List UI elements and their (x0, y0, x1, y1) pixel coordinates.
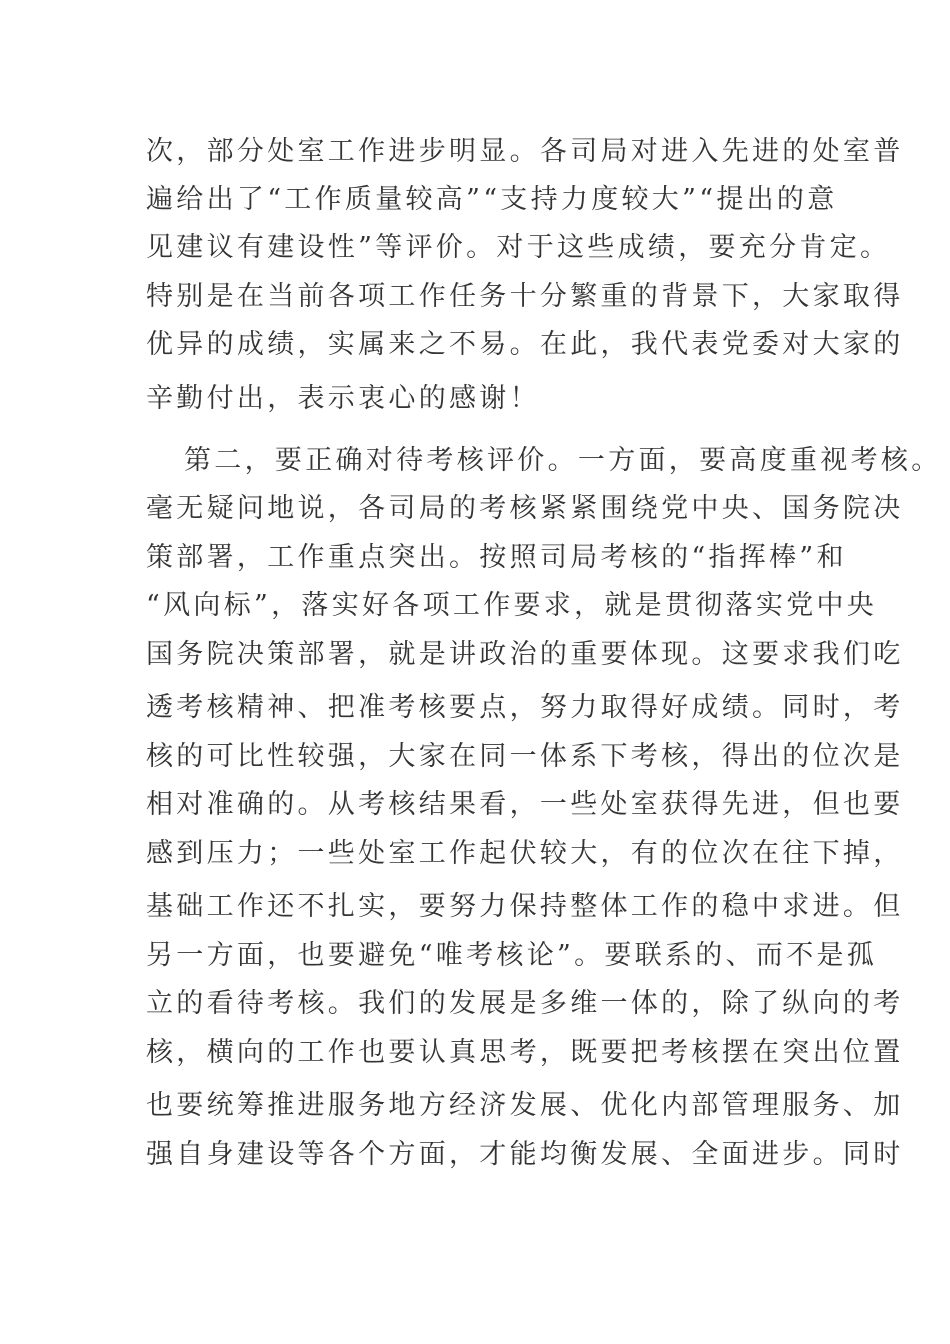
text-line: 核的可比性较强，大家在同一体系下考核，得出的位次是 (146, 741, 904, 772)
text-line: 策部署，工作重点突出。按照司局考核的“指挥棒”和 (146, 542, 847, 573)
text-line: 透考核精神、把准考核要点，努力取得好成绩。同时，考 (146, 692, 904, 723)
text-line: 优异的成绩，实属来之不易。在此，我代表党委对大家的 (146, 329, 904, 360)
text-line: 强自身建设等各个方面，才能均衡发展、全面进步。同时 (146, 1139, 904, 1170)
text-line: 立的看待考核。我们的发展是多维一体的，除了纵向的考 (146, 988, 904, 1019)
text-line: 核，横向的工作也要认真思考，既要把考核摆在突出位置 (146, 1037, 904, 1068)
text-line: 见建议有建设性”等评价。对于这些成绩，要充分肯定。 (146, 232, 891, 263)
text-line: 相对准确的。从考核结果看，一些处室获得先进，但也要 (146, 789, 904, 820)
text-line: 国务院决策部署，就是讲政治的重要体现。这要求我们吃 (146, 639, 904, 670)
text-line: 辛勤付出，表示衷心的感谢！ (146, 383, 540, 414)
text-line: 基础工作还不扎实，要努力保持整体工作的稳中求进。但 (146, 891, 904, 922)
text-line: 感到压力；一些处室工作起伏较大，有的位次在往下掉， (146, 838, 904, 869)
text-line: 次，部分处室工作进步明显。各司局对进入先进的处室普 (146, 136, 904, 167)
text-line: 也要统筹推进服务地方经济发展、优化内部管理服务、加 (146, 1090, 904, 1121)
text-line: 遍给出了“工作质量较高”“支持力度较大”“提出的意 (146, 184, 838, 215)
text-line: 毫无疑问地说，各司局的考核紧紧围绕党中央、国务院决 (146, 493, 904, 524)
text-line: 另一方面，也要避免“唯考核论”。要联系的、而不是孤 (146, 940, 878, 971)
text-line: 特别是在当前各项工作任务十分繁重的背景下，大家取得 (146, 281, 904, 312)
text-line: “风向标”，落实好各项工作要求，就是贯彻落实党中央 (146, 590, 878, 621)
paragraph-first-line: 第二，要正确对待考核评价。一方面，要高度重视考核。 (184, 445, 942, 476)
